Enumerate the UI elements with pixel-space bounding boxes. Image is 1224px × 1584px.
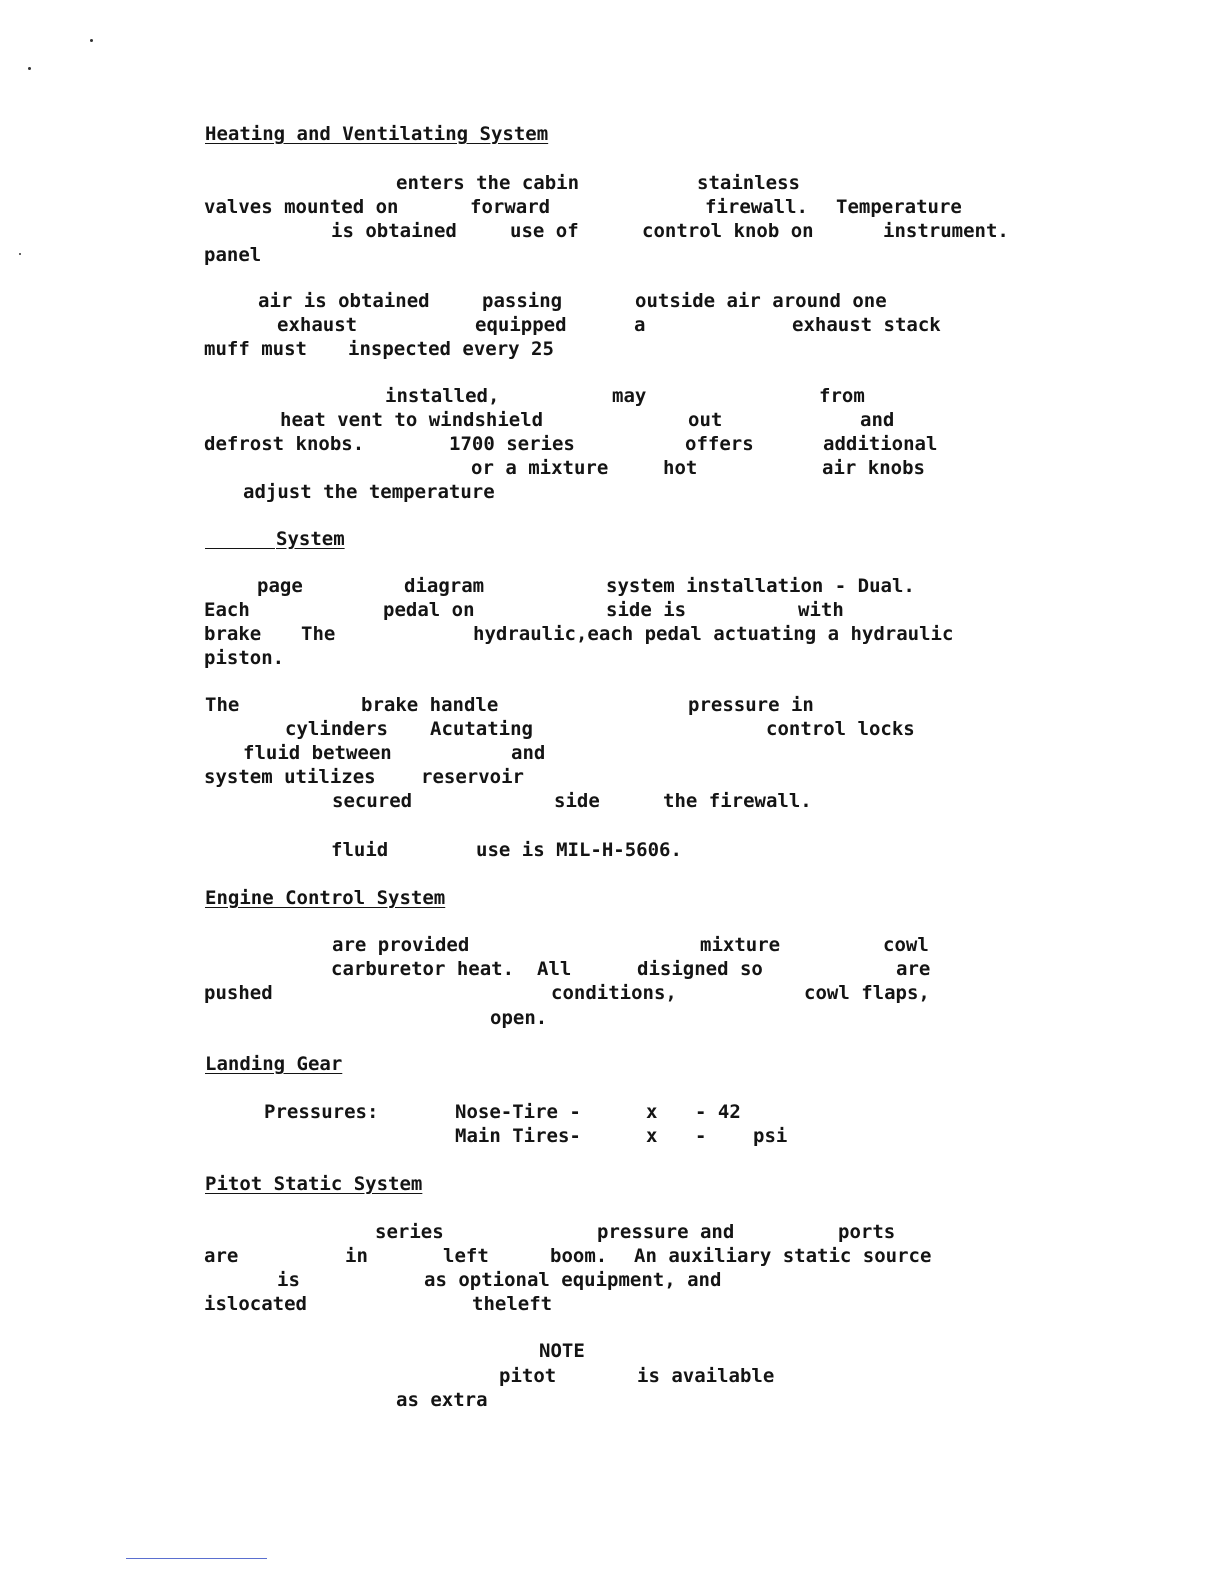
note-label: NOTE	[539, 1340, 585, 1362]
text-fragment: with	[798, 599, 844, 621]
text-fragment: mixture	[700, 934, 781, 956]
text-fragment: Pressures:	[264, 1101, 379, 1123]
text-fragment: psi	[753, 1125, 788, 1147]
text-fragment: installed,	[385, 385, 500, 407]
text-fragment: side	[554, 790, 600, 812]
text-fragment: left	[443, 1245, 489, 1267]
text-fragment: An auxiliary static source	[634, 1245, 932, 1267]
text-fragment: fluid	[331, 839, 389, 861]
text-fragment: cowl flaps,	[804, 982, 930, 1004]
text-fragment: The	[205, 694, 240, 716]
text-fragment: forward	[470, 196, 551, 218]
section-heading-heating: Heating and Ventilating System	[205, 123, 549, 145]
text-fragment: conditions,	[551, 982, 677, 1004]
text-fragment: pitot	[499, 1365, 557, 1387]
text-fragment: is obtained	[331, 220, 457, 242]
text-fragment: stainless	[697, 172, 800, 194]
text-fragment: pushed	[204, 982, 273, 1004]
text-fragment: secured	[332, 790, 413, 812]
text-fragment: piston.	[204, 647, 285, 669]
text-fragment: or a mixture	[471, 457, 609, 479]
text-fragment: air is obtained	[258, 290, 430, 312]
text-fragment: diagram	[404, 575, 485, 597]
text-fragment: system utilizes	[204, 766, 376, 788]
text-fragment: hydraulic,each pedal actuating a hydraulic	[473, 623, 954, 645]
text-fragment: a	[634, 314, 646, 336]
text-fragment: reservoir	[421, 766, 524, 788]
text-fragment: side is	[606, 599, 687, 621]
text-fragment: cowl	[883, 934, 929, 956]
text-fragment: - 42	[695, 1101, 741, 1123]
text-fragment: disigned so	[637, 958, 763, 980]
text-fragment: use is MIL-H-5606.	[476, 839, 682, 861]
text-fragment: Temperature	[836, 196, 962, 218]
text-fragment: brake	[204, 623, 262, 645]
text-fragment: x	[646, 1125, 658, 1147]
text-fragment: firewall.	[705, 196, 808, 218]
section-heading-brake: System	[276, 528, 345, 550]
text-fragment: in	[345, 1245, 368, 1267]
text-fragment: boom.	[550, 1245, 608, 1267]
text-fragment: offers	[685, 433, 754, 455]
text-fragment: brake handle	[361, 694, 499, 716]
text-fragment: and	[511, 742, 546, 764]
footnote-rule	[126, 1558, 267, 1559]
text-fragment: are provided	[332, 934, 470, 956]
scan-speck	[19, 253, 21, 255]
scan-speck	[28, 67, 31, 70]
text-fragment: as optional equipment, and	[424, 1269, 722, 1291]
text-fragment: adjust the temperature	[243, 481, 495, 503]
text-fragment: the firewall.	[663, 790, 812, 812]
text-fragment: may	[612, 385, 647, 407]
text-fragment: panel	[204, 244, 262, 266]
text-fragment: Nose-Tire -	[455, 1101, 581, 1123]
text-fragment: additional	[823, 433, 938, 455]
text-fragment: muff must	[204, 338, 307, 360]
text-fragment: from	[819, 385, 865, 407]
section-heading-pitot: Pitot Static System	[205, 1173, 423, 1195]
text-fragment: 1700 series	[449, 433, 575, 455]
text-fragment: All	[537, 958, 572, 980]
text-fragment: valves mounted on	[204, 196, 399, 218]
text-fragment: pedal on	[383, 599, 475, 621]
text-fragment: outside air around one	[635, 290, 887, 312]
text-fragment: out	[688, 409, 723, 431]
text-fragment: defrost knobs.	[204, 433, 365, 455]
text-fragment: Main Tires-	[455, 1125, 581, 1147]
text-fragment: air knobs	[822, 457, 925, 479]
text-fragment: are	[896, 958, 931, 980]
text-fragment: instrument.	[883, 220, 1009, 242]
text-fragment: x	[646, 1101, 658, 1123]
text-fragment: ports	[838, 1221, 896, 1243]
text-fragment: heat vent to windshield	[280, 409, 544, 431]
text-fragment: pressure in	[688, 694, 814, 716]
text-fragment: control locks	[766, 718, 915, 740]
text-fragment: series	[375, 1221, 444, 1243]
text-fragment: as extra	[396, 1389, 488, 1411]
text-fragment: fluid between	[243, 742, 392, 764]
scan-speck	[90, 39, 93, 42]
text-fragment: Acutating	[430, 718, 533, 740]
section-heading-landing: Landing Gear	[205, 1053, 343, 1075]
text-fragment: enters the cabin	[396, 172, 580, 194]
text-fragment: is	[277, 1269, 300, 1291]
text-fragment: Each	[204, 599, 250, 621]
text-fragment: system installation - Dual.	[606, 575, 915, 597]
text-fragment: control knob on	[642, 220, 814, 242]
heading-blank-underline	[205, 548, 275, 549]
text-fragment: pressure and	[597, 1221, 735, 1243]
text-fragment: -	[695, 1125, 707, 1147]
text-fragment: is available	[637, 1365, 775, 1387]
text-fragment: theleft	[472, 1293, 553, 1315]
text-fragment: carburetor heat.	[331, 958, 515, 980]
text-fragment: use of	[510, 220, 579, 242]
text-fragment: passing	[482, 290, 563, 312]
text-fragment: hot	[663, 457, 698, 479]
text-fragment: page	[257, 575, 303, 597]
text-fragment: open.	[490, 1007, 548, 1029]
text-fragment: equipped	[475, 314, 567, 336]
text-fragment: The	[301, 623, 336, 645]
text-fragment: inspected every 25	[348, 338, 554, 360]
text-fragment: exhaust	[277, 314, 358, 336]
text-fragment: are	[204, 1245, 239, 1267]
section-heading-engine: Engine Control System	[205, 887, 446, 909]
text-fragment: islocated	[204, 1293, 307, 1315]
text-fragment: cylinders	[285, 718, 388, 740]
text-fragment: exhaust stack	[792, 314, 941, 336]
text-fragment: and	[860, 409, 895, 431]
